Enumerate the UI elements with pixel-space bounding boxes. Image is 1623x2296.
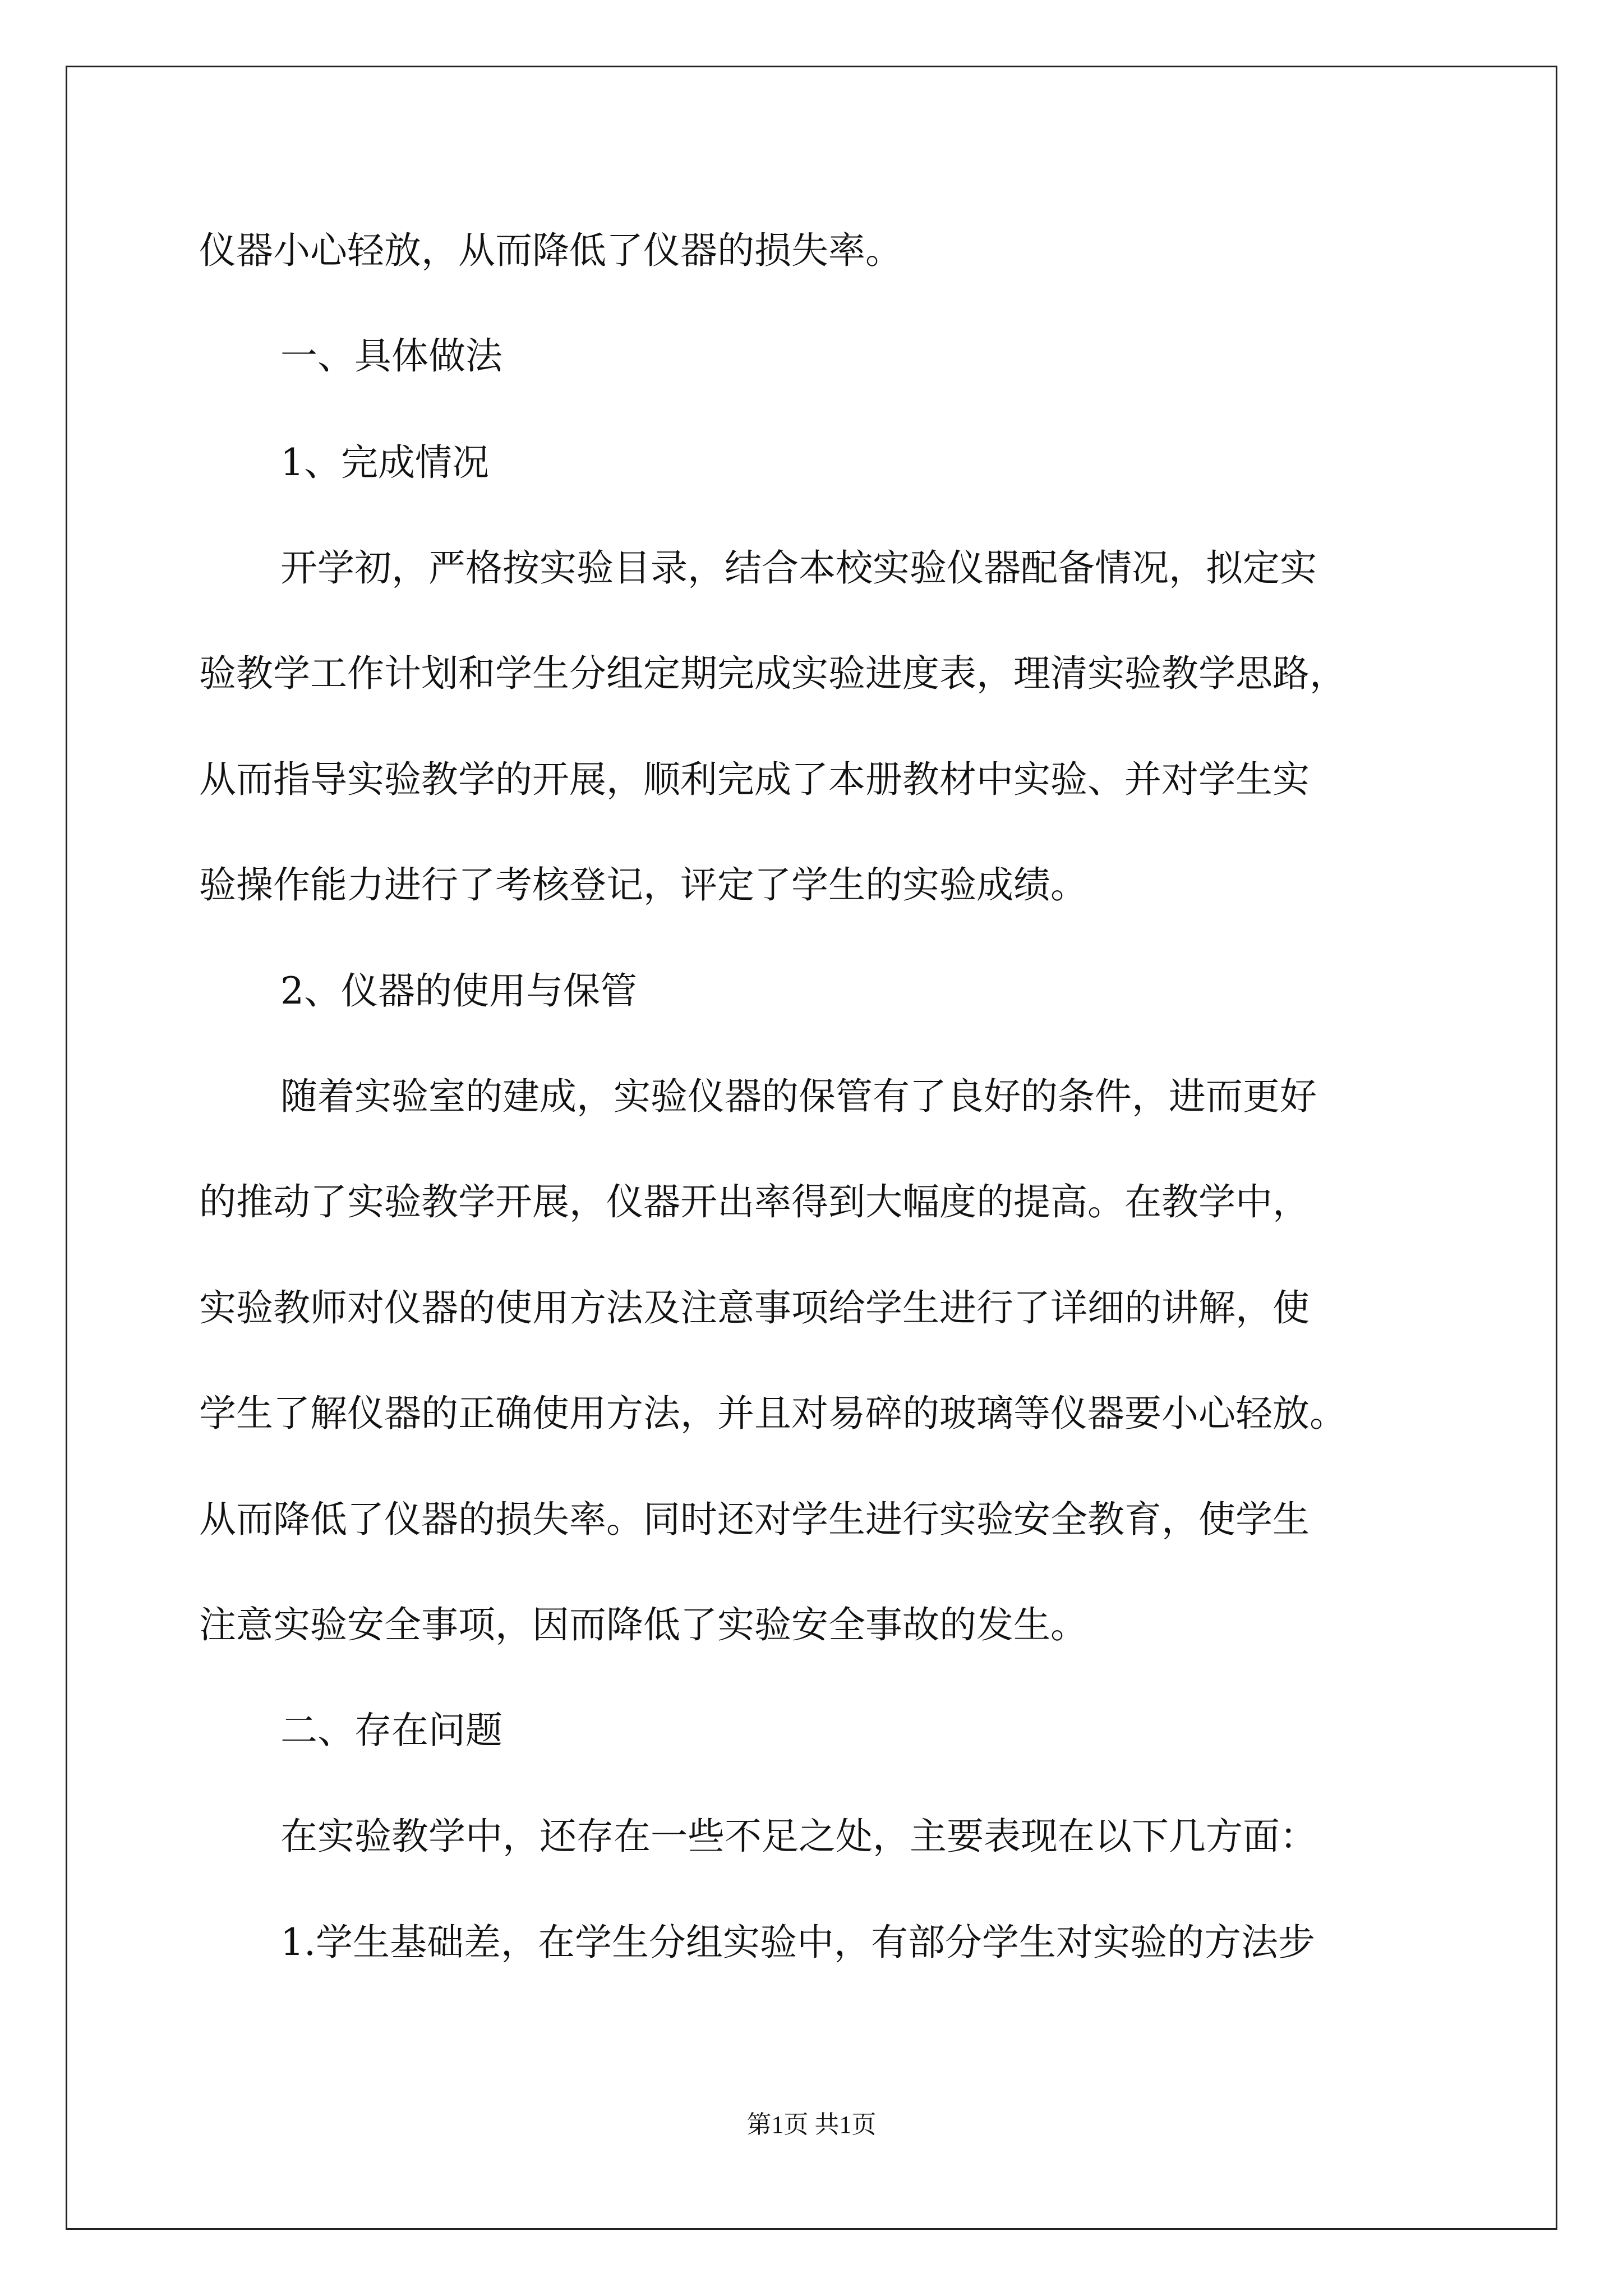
text-line: 随着实验室的建成，实验仪器的保管有了良好的条件，进而更好: [280, 1075, 1317, 1118]
page-number-footer: 第1页 共1页: [746, 2111, 877, 2138]
text-line: 从而指导实验教学的开展，顺利完成了本册教材中实验、并对学生实: [199, 758, 1310, 801]
text-line: 在实验教学中，还存在一些不足之处，主要表现在以下几方面：: [280, 1815, 1317, 1858]
subsection-heading: 2、仪器的使用与保管: [280, 969, 637, 1013]
text-line: 验操作能力进行了考核登记，评定了学生的实验成绩。: [199, 863, 1087, 907]
text-line: 开学初，严格按实验目录，结合本校实验仪器配备情况，拟定实: [280, 546, 1317, 590]
text-line: 注意实验安全事项，因而降低了实验安全事故的发生。: [199, 1603, 1087, 1646]
section-heading: 二、存在问题: [280, 1709, 502, 1752]
page-border: [66, 66, 1557, 2230]
section-heading: 一、具体做法: [280, 334, 502, 378]
subsection-heading: 1、完成情况: [280, 441, 489, 484]
text-line: 验教学工作计划和学生分组定期完成实验进度表，理清实验教学思路，: [199, 652, 1347, 695]
text-line: 的推动了实验教学开展，仪器开出率得到大幅度的提高。在教学中，: [199, 1180, 1310, 1223]
text-line: 实验教师对仪器的使用方法及注意事项给学生进行了详细的讲解，使: [199, 1286, 1310, 1329]
text-line: 从而降低了仪器的损失率。同时还对学生进行实验安全教育，使学生: [199, 1498, 1310, 1541]
text-line: 学生了解仪器的正确使用方法，并且对易碎的玻璃等仪器要小心轻放。: [199, 1392, 1347, 1435]
text-line: 仪器小心轻放，从而降低了仪器的损失率。: [199, 229, 902, 272]
text-line: 1.学生基础差，在学生分组实验中，有部分学生对实验的方法步: [280, 1921, 1315, 1964]
